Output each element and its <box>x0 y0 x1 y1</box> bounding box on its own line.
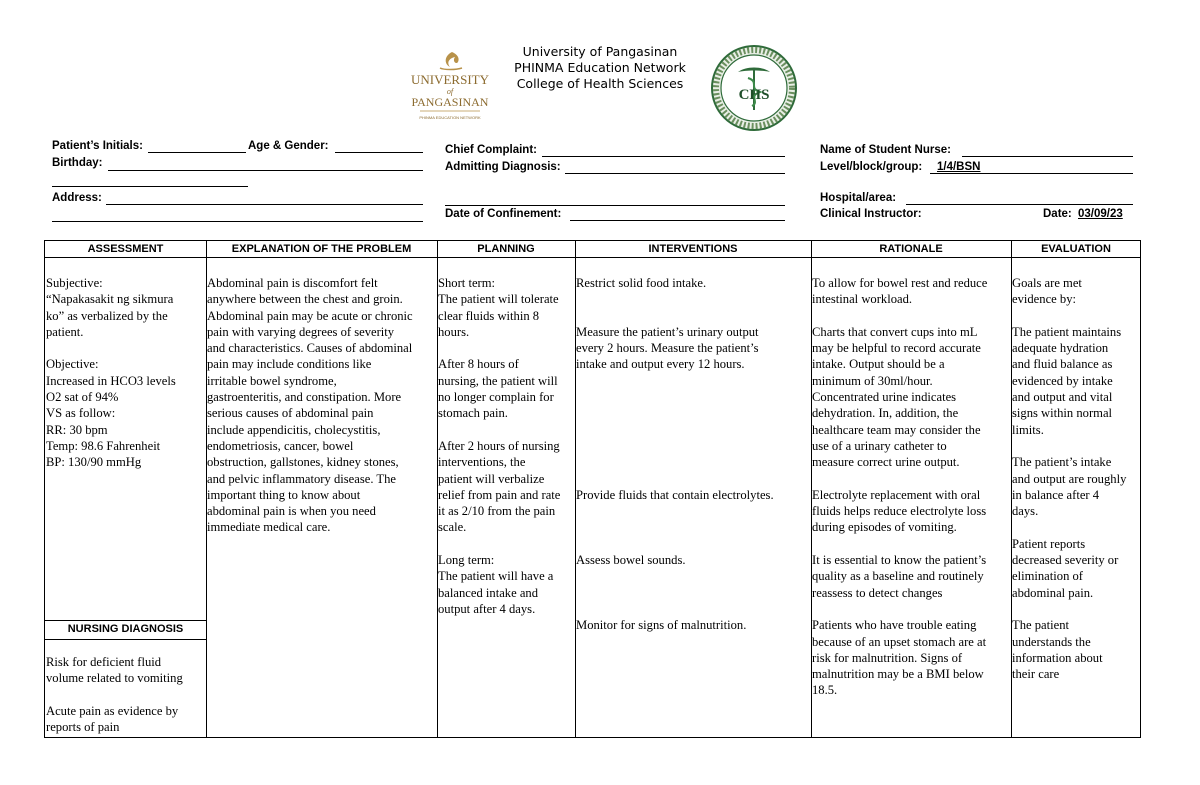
admitting-diagnosis-field-line-2[interactable] <box>445 205 785 206</box>
birthday-field[interactable] <box>108 170 423 171</box>
nursing-diagnosis-title: NURSING DIAGNOSIS <box>67 623 184 635</box>
interventions-line <box>576 536 811 552</box>
rationale-line: because of an upset stomach are at <box>812 634 987 649</box>
admitting-diagnosis-field[interactable] <box>565 173 785 174</box>
patient-initials-label: Patient’s Initials: <box>52 140 143 152</box>
assessment-line: Temp: 98.6 Fahrenheit <box>46 438 161 453</box>
chief-complaint-field[interactable] <box>542 156 785 157</box>
logo-university-text: UNIVERSITY <box>411 72 489 87</box>
rationale-line: Concentrated urine indicates <box>812 390 957 405</box>
rationale-line <box>812 471 1011 487</box>
explanation-line: serious causes of abdominal pain <box>207 406 374 421</box>
evaluation-line <box>1012 519 1141 535</box>
explanation-line: pain with varying degrees of severity <box>207 324 395 339</box>
rationale-line: may be helpful to record accurate <box>812 341 981 356</box>
planning-line: interventions, the <box>438 455 526 470</box>
interventions-line <box>576 389 811 405</box>
evaluation-line: The patient maintains <box>1012 324 1122 339</box>
rationale-line: risk for malnutrition. Signs of <box>812 650 963 665</box>
evaluation-line: limits. <box>1012 422 1044 437</box>
assessment-line: O2 sat of 94% <box>46 390 119 405</box>
rationale-line: fluids helps reduce electrolyte loss <box>812 504 987 519</box>
explanation-line: anywhere between the chest and groin. <box>207 292 403 307</box>
evaluation-line: abdominal pain. <box>1012 585 1094 600</box>
interventions-line: Monitor for signs of malnutrition. <box>576 618 747 633</box>
rationale-line: Patients who have trouble eating <box>812 618 977 633</box>
planning-line: output after 4 days. <box>438 601 536 616</box>
evaluation-line: The patient <box>1012 618 1069 633</box>
planning-line: patient will verbalize <box>438 471 545 486</box>
planning-line: scale. <box>438 520 467 535</box>
date-label: Date: <box>1043 208 1072 220</box>
interventions-line: intake and output every 12 hours. <box>576 357 745 372</box>
interventions-line <box>576 471 811 487</box>
rationale-line: Charts that convert cups into mL <box>812 324 978 339</box>
assessment-line: Subjective: <box>46 276 103 290</box>
explanation-line: Abdominal pain may be acute or chronic <box>207 308 413 323</box>
evaluation-line: Goals are met <box>1012 276 1082 290</box>
rationale-line: use of a urinary catheter to <box>812 438 947 453</box>
seal-letters: CHS <box>738 87 770 103</box>
planning-line <box>438 422 575 438</box>
rationale-line <box>812 536 1011 552</box>
interventions-line: Measure the patient’s urinary output <box>576 324 759 339</box>
planning-line: no longer complain for <box>438 390 554 405</box>
planning-line: The patient will have a <box>438 569 554 584</box>
evaluation-line: Patient reports <box>1012 536 1086 551</box>
evaluation-line: and fluid balance as <box>1012 357 1113 372</box>
evaluation-line: and output are roughly <box>1012 471 1127 486</box>
rationale-line: minimum of 30ml/hour. <box>812 373 933 388</box>
explanation-line: abdominal pain is when you need <box>207 504 376 519</box>
assessment-line: BP: 130/90 mmHg <box>46 455 142 470</box>
rationale-line: reassess to detect changes <box>812 585 943 600</box>
interventions-line <box>576 422 811 438</box>
planning-line: balanced intake and <box>438 585 538 600</box>
planning-cell <box>438 275 575 617</box>
planning-line: stomach pain. <box>438 406 508 421</box>
explanation-line: and pelvic inflammatory disease. The <box>207 471 396 486</box>
header-planning: PLANNING <box>477 243 535 255</box>
level-field <box>930 173 1133 174</box>
birthday-field-line-2[interactable] <box>52 186 248 187</box>
logo-of-text: of <box>446 87 454 96</box>
evaluation-line: information about <box>1012 650 1103 665</box>
planning-line: After 2 hours of nursing <box>438 438 560 453</box>
patient-initials-field[interactable] <box>148 152 246 153</box>
evaluation-line: decreased severity or <box>1012 553 1119 568</box>
rationale-line: healthcare team may consider the <box>812 422 981 437</box>
nursing-diagnosis-cell <box>46 654 205 735</box>
interventions-line <box>576 519 811 535</box>
planning-line: Short term: <box>438 276 496 290</box>
explanation-line: gastroenteritis, and constipation. More <box>207 390 402 405</box>
address-label: Address: <box>52 192 102 204</box>
planning-line: After 8 hours of <box>438 357 519 372</box>
interventions-line <box>576 568 811 584</box>
nursing-diagnosis-line <box>46 687 205 703</box>
birthday-label: Birthday: <box>52 157 103 169</box>
evaluation-line <box>1012 308 1141 324</box>
rationale-line <box>812 601 1011 617</box>
assessment-line <box>46 340 205 356</box>
header-rationale: RATIONALE <box>879 243 943 255</box>
rationale-line: Electrolyte replacement with oral <box>812 487 981 502</box>
interventions-line <box>576 601 811 617</box>
interventions-line: every 2 hours. Measure the patient’s <box>576 341 759 356</box>
explanation-line: obstruction, gallstones, kidney stones, <box>207 455 399 470</box>
evaluation-line: signs within normal <box>1012 406 1113 421</box>
evaluation-cell <box>1012 275 1141 682</box>
assessment-cell <box>46 275 205 471</box>
evaluation-line: evidenced by intake <box>1012 373 1113 388</box>
assessment-line: Increased in HCO3 levels <box>46 373 176 388</box>
institution-header <box>480 44 720 92</box>
date-value[interactable]: 03/09/23 <box>1078 208 1123 220</box>
rationale-line <box>812 308 1011 324</box>
date-of-confinement-label: Date of Confinement: <box>445 208 562 220</box>
hospital-label: Hospital/area: <box>820 192 897 204</box>
interventions-line <box>576 291 811 307</box>
planning-line: clear fluids within 8 <box>438 308 540 323</box>
interventions-line: Restrict solid food intake. <box>576 276 707 290</box>
interventions-line: Assess bowel sounds. <box>576 553 686 568</box>
logo-sub-text: PHINMA EDUCATION NETWORK <box>419 115 481 120</box>
student-nurse-label: Name of Student Nurse: <box>820 144 951 156</box>
planning-line <box>438 536 575 552</box>
explanation-line: immediate medical care. <box>207 520 331 535</box>
header-line-1: University of Pangasinan <box>522 44 678 59</box>
age-gender-field[interactable] <box>335 152 423 153</box>
explanation-line: irritable bowel syndrome, <box>207 373 337 388</box>
evaluation-line: adequate hydration <box>1012 341 1109 356</box>
interventions-line <box>576 503 811 519</box>
evaluation-line: evidence by: <box>1012 292 1076 307</box>
date-of-confinement-field[interactable] <box>570 220 785 221</box>
interventions-line <box>576 308 811 324</box>
assessment-line: patient. <box>46 324 84 339</box>
assessment-line: “Napakasakit ng sikmura <box>46 292 174 307</box>
chs-seal <box>708 44 800 132</box>
level-label: Level/block/group: <box>820 161 923 173</box>
age-gender-label: Age & Gender: <box>248 140 329 152</box>
planning-line <box>438 340 575 356</box>
interventions-line <box>576 585 811 601</box>
header-evaluation: EVALUATION <box>1041 243 1111 255</box>
evaluation-line: The patient’s intake <box>1012 455 1112 470</box>
planning-line: hours. <box>438 324 470 339</box>
rationale-line: during episodes of vomiting. <box>812 520 957 535</box>
interventions-line: Provide fluids that contain electrolytes. <box>576 487 774 502</box>
interventions-cell <box>576 275 811 634</box>
assessment-line: RR: 30 bpm <box>46 422 108 437</box>
rationale-line: measure correct urine output. <box>812 455 960 470</box>
logo-pangasinan-text: PANGASINAN <box>411 95 489 109</box>
nursing-diagnosis-line: reports of pain <box>46 720 120 735</box>
nursing-diagnosis-line: volume related to vomiting <box>46 671 183 686</box>
rationale-line: 18.5. <box>812 683 838 698</box>
evaluation-line: in balance after 4 <box>1012 487 1100 502</box>
planning-line: relief from pain and rate <box>438 487 561 502</box>
rationale-line: dehydration. In, addition, the <box>812 406 959 421</box>
rationale-line: quality as a baseline and routinely <box>812 569 984 584</box>
nursing-diagnosis-line: Risk for deficient fluid <box>46 655 162 669</box>
student-nurse-field[interactable] <box>962 156 1133 157</box>
interventions-line <box>576 373 811 389</box>
planning-line: nursing, the patient will <box>438 373 558 388</box>
explanation-line: endometriosis, cancer, bowel <box>207 438 354 453</box>
explanation-line: pain may include conditions like <box>207 357 372 372</box>
nursing-diagnosis-line: Acute pain as evidence by <box>46 703 179 718</box>
header-assessment: ASSESSMENT <box>87 243 164 255</box>
planning-line: Long term: <box>438 553 495 568</box>
evaluation-line: and output and vital <box>1012 390 1113 405</box>
evaluation-line: elimination of <box>1012 569 1083 584</box>
assessment-line: Objective: <box>46 357 99 372</box>
evaluation-line: days. <box>1012 504 1039 519</box>
evaluation-line: their care <box>1012 667 1060 682</box>
interventions-line <box>576 405 811 421</box>
explanation-line: important thing to know about <box>207 487 361 502</box>
header-divider <box>45 257 1140 258</box>
header-line-3: College of Health Sciences <box>516 76 684 91</box>
header-line-2: PHINMA Education Network <box>514 60 686 75</box>
address-field[interactable] <box>106 204 423 205</box>
hospital-field[interactable] <box>906 204 1133 205</box>
explanation-line: Abdominal pain is discomfort felt <box>207 276 378 290</box>
rationale-line: intake. Output should be a <box>812 357 945 372</box>
clinical-instructor-label: Clinical Instructor: <box>820 208 922 220</box>
care-plan-table <box>44 240 1141 738</box>
assessment-line: VS as follow: <box>46 406 116 421</box>
planning-line: it as 2/10 from the pain <box>438 504 556 519</box>
level-value[interactable]: 1/4/BSN <box>937 161 981 173</box>
address-field-line-2[interactable] <box>52 221 423 222</box>
interventions-line <box>576 438 811 454</box>
header-interventions: INTERVENTIONS <box>648 243 738 255</box>
explanation-cell <box>207 275 437 536</box>
rationale-line: malnutrition may be a BMI below <box>812 667 984 682</box>
evaluation-line <box>1012 601 1141 617</box>
interventions-line <box>576 454 811 470</box>
assessment-line: ko” as verbalized by the <box>46 308 168 323</box>
planning-line: The patient will tolerate <box>438 292 559 307</box>
rationale-line: It is essential to know the patient’s <box>812 553 987 568</box>
evaluation-line <box>1012 438 1141 454</box>
rationale-cell <box>812 275 1011 699</box>
evaluation-line: understands the <box>1012 634 1091 649</box>
rationale-line: To allow for bowel rest and reduce <box>812 276 988 290</box>
header-explanation: EXPLANATION OF THE PROBLEM <box>231 243 412 255</box>
explanation-line: and characteristics. Causes of abdominal <box>207 341 413 356</box>
explanation-line: include appendicitis, cholecystitis, <box>207 422 381 437</box>
chief-complaint-label: Chief Complaint: <box>445 144 537 156</box>
admitting-diagnosis-label: Admitting Diagnosis: <box>445 161 561 173</box>
rationale-line: intestinal workload. <box>812 292 913 307</box>
